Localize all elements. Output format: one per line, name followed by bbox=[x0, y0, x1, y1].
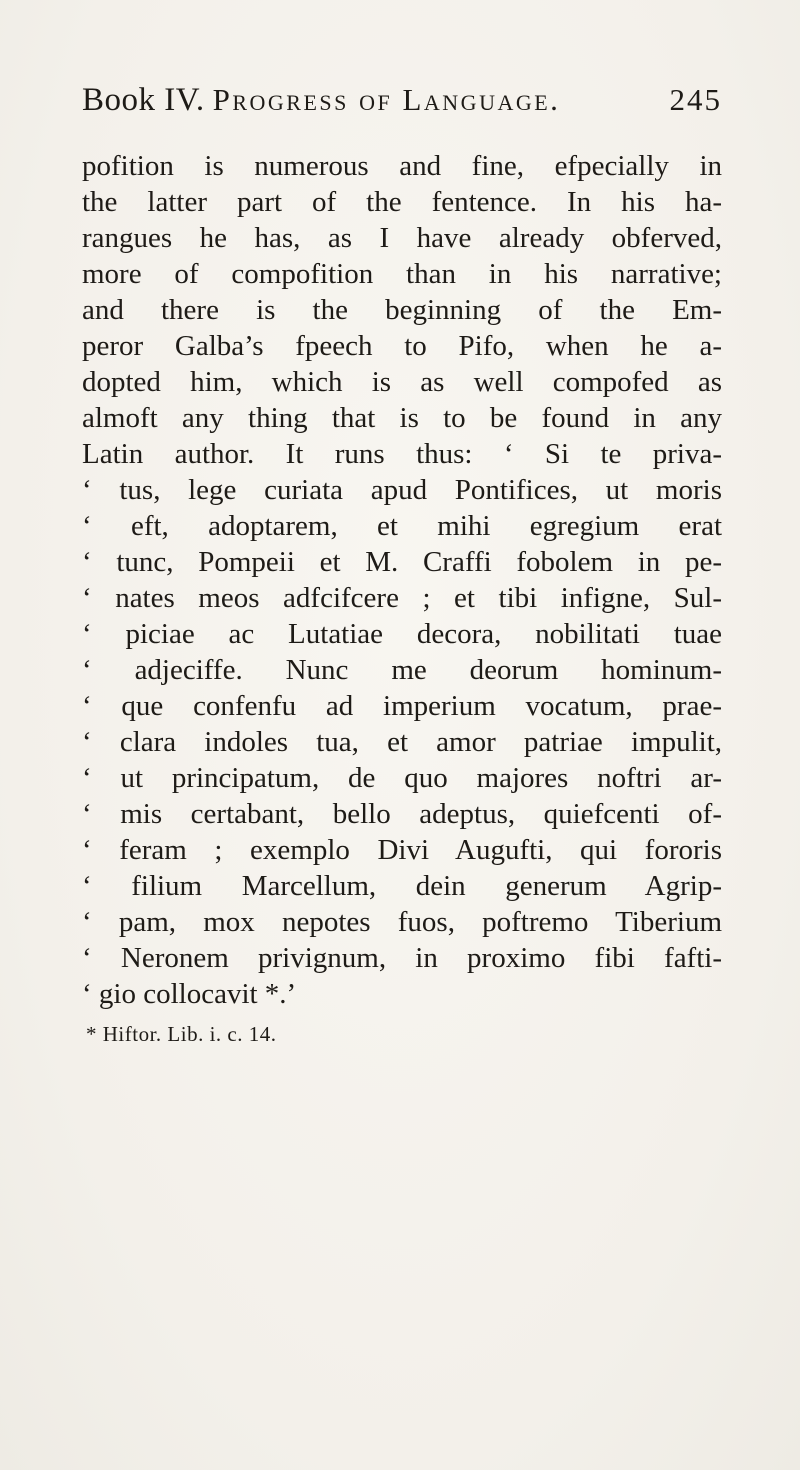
text-line: ‘ tus, lege curiata apud Pontifices, ut moris bbox=[82, 474, 722, 506]
text-line: rangues he has, as I have already obferved, bbox=[82, 222, 722, 254]
text-line: almoft any thing that is to be found in any bbox=[82, 402, 722, 434]
text-line: ‘ ut principatum, de quo majores noftri ar- bbox=[82, 762, 722, 794]
text-line: ‘ piciae ac Lutatiae decora, nobilitati tuae bbox=[82, 618, 722, 650]
text-line: ‘ feram ; exemplo Divi Augufti, qui fororis bbox=[82, 834, 722, 866]
text-line: ‘ eft, adoptarem, et mihi egregium erat bbox=[82, 510, 722, 542]
text-line: ‘ pam, mox nepotes fuos, poftremo Tiberium bbox=[82, 906, 722, 938]
text-line: dopted him, which is as well compofed as bbox=[82, 366, 722, 398]
text-line: ‘ Neronem privignum, in proximo fibi fafti- bbox=[82, 942, 722, 974]
text-line: Latin author. It runs thus: ‘ Si te priva- bbox=[82, 438, 722, 470]
text-line: and there is the beginning of the Em- bbox=[82, 294, 722, 326]
book-label: Book IV. bbox=[82, 82, 205, 118]
text-line: ‘ filium Marcellum, dein generum Agrip- bbox=[82, 870, 722, 902]
text-line: more of compofition than in his narrative; bbox=[82, 258, 722, 290]
text-line: ‘ gio collocavit *.’ bbox=[82, 978, 297, 1010]
text-line: ‘ mis certabant, bello adeptus, quiefcenti of- bbox=[82, 798, 722, 830]
text-line: ‘ nates meos adfcifcere ; et tibi infigne, Sul- bbox=[82, 582, 722, 614]
text-line: the latter part of the fentence. In his ha- bbox=[82, 186, 722, 218]
text-line: ‘ clara indoles tua, et amor patriae impulit, bbox=[82, 726, 722, 758]
chapter-title: Progress of Language. bbox=[212, 82, 561, 117]
text-line: ‘ adjeciffe. Nunc me deorum hominum- bbox=[82, 654, 722, 686]
footnote: * Hiftor. Lib. i. c. 14. bbox=[86, 1022, 277, 1046]
text-line: pofition is numerous and fine, efpecially in bbox=[82, 150, 722, 182]
running-header bbox=[82, 82, 722, 126]
text-line: peror Galba’s fpeech to Pifo, when he a- bbox=[82, 330, 722, 362]
text-line: ‘ tunc, Pompeii et M. Craffi fobolem in pe- bbox=[82, 546, 722, 578]
text-line: ‘ que confenfu ad imperium vocatum, prae- bbox=[82, 690, 722, 722]
page-number: 245 bbox=[669, 82, 722, 117]
